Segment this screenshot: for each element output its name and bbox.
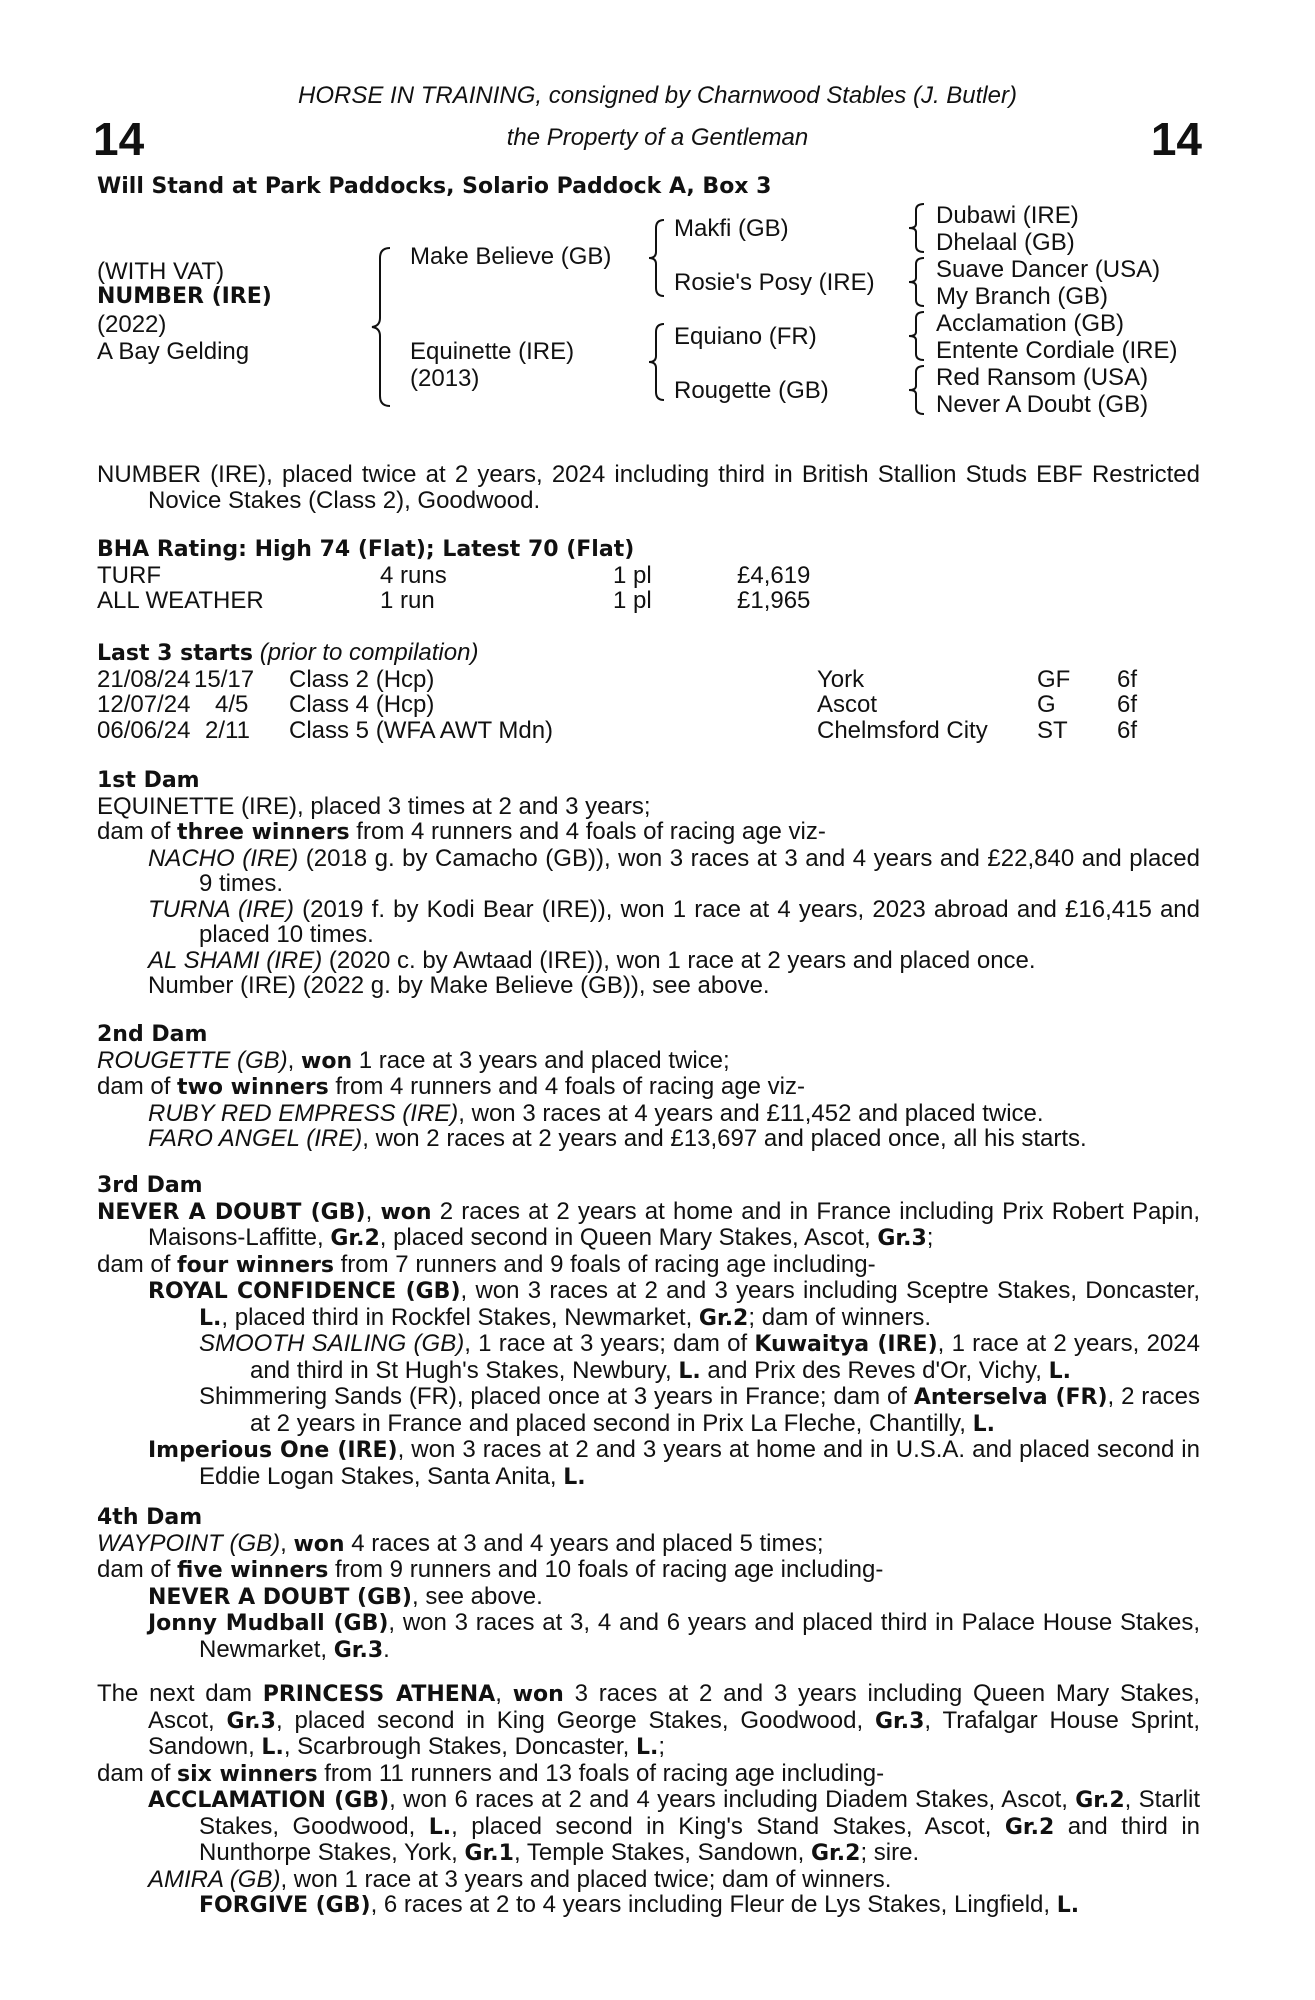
sire-name: Make Believe (GB)	[410, 243, 612, 270]
last-starts-section	[97, 640, 1200, 743]
rating-row-aw: ALL WEATHER 1 run 1 pl £1,965	[97, 587, 811, 614]
dam-sire: Equiano (FR)	[674, 323, 817, 350]
second-dam-section: 2nd Dam ROUGETTE (GB), won 1 race at 3 years and placed twice; dam of two winners from 4 runners and 4 foals of racing age viz- RUBY RED EMPRESS (IRE), won 3 races at 4 years and £11,452 and placed twice. FARO ANGEL (IRE), won 2 races at 2 years and £13,697 and placed once, all his starts.	[97, 1022, 1200, 1152]
pedigree-brace-ss	[906, 202, 928, 254]
start-row: 12/07/24 4/5 Class 4 (Hcp) Ascot G 6f	[97, 691, 1138, 718]
dam-name: Equinette (IRE)	[410, 338, 575, 365]
first-dam-title: 1st Dam	[97, 768, 200, 793]
fourth-dam-title: 4th Dam	[97, 1505, 203, 1530]
horse-year: (2022)	[97, 311, 167, 338]
consignor-line: HORSE IN TRAINING, consigned by Charnwood Stables (J. Butler)	[298, 82, 1017, 109]
sire-sire-dam: Dhelaal (GB)	[936, 229, 1075, 256]
rating-section	[97, 537, 1200, 614]
lot-number-right: 14	[1150, 113, 1202, 165]
pedigree-brace-dd	[906, 364, 928, 416]
next-dam-section: The next dam PRINCESS ATHENA, won 3 races at 2 and 3 years including Queen Mary Stakes, Ascot, Gr.3, placed second in King George Stakes, Goodwood, Gr.3, Trafalgar House Sprint, Sandown, L., Scarbrough Stakes, Doncaster, L.; dam of six winners from 11 runners and 13 foals of racing age including- ACCLAMATION (GB), won 6 races at 2 and 4 years including Diadem Stakes, Ascot, Gr.2, Starlit Stakes, Goodwood, L., placed second in King's Stand Stakes, Ascot, Gr.2 and third in Nunthorpe Stakes, York, Gr.1, Temple Stakes, Sandown, Gr.2; sire. AMIRA (GB), won 1 race at 3 years and placed twice; dam of winners. FORGIVE (GB), 6 races at 2 to 4 years including Fleur de Lys Stakes, Lingfield, L.	[97, 1680, 1201, 1918]
pedigree-brace-dam	[646, 322, 668, 402]
sire-dam-dam: My Branch (GB)	[936, 283, 1109, 310]
sire-dam-sire: Suave Dancer (USA)	[936, 256, 1161, 283]
dam-sire-dam: Entente Cordiale (IRE)	[936, 337, 1178, 364]
sire-dam: Rosie's Posy (IRE)	[674, 269, 875, 296]
dam-dam-dam: Never A Doubt (GB)	[936, 391, 1149, 418]
first-dam-section: 1st Dam EQUINETTE (IRE), placed 3 times at 2 and 3 years; dam of three winners from 4 runners and 4 foals of racing age viz- NACHO (IRE) (2018 g. by Camacho (GB)), won 3 races at 3 and 4 years and £22,840 and placed 9 times. TURNA (IRE) (2019 f. by Kodi Bear (IRE)), won 1 race at 4 years, 2023 abroad and £16,415 and placed 10 times. AL SHAMI (IRE) (2020 c. by Awtaad (IRE)), won 1 race at 2 years and placed once. Number (IRE) (2022 g. by Make Believe (GB)), see above.	[97, 768, 1201, 999]
dam-dam: Rougette (GB)	[674, 377, 829, 404]
horse-name: NUMBER (IRE)	[97, 284, 272, 309]
pedigree-brace-sd	[906, 256, 928, 308]
property-line: the Property of a Gentleman	[506, 124, 809, 151]
start-row: 21/08/24 15/17 Class 2 (Hcp) York GF 6f	[97, 665, 1138, 693]
pedigree-brace-main	[368, 246, 396, 408]
horse-summary: NUMBER (IRE), placed twice at 2 years, 2024 including third in British Stallion Studs EBF Restricted Novice Stakes (Class 2), Goodwood.	[97, 461, 1200, 514]
last-starts-title: Last 3 starts	[97, 641, 254, 666]
vat-label: (WITH VAT)	[97, 258, 225, 285]
pedigree-brace-sire	[646, 218, 668, 298]
sire-sire: Makfi (GB)	[674, 215, 789, 242]
dam-dam-sire: Red Ransom (USA)	[936, 364, 1149, 391]
third-dam-section: 3rd Dam NEVER A DOUBT (GB), won 2 races at 2 years at home and in France including Prix Robert Papin, Maisons-Laffitte, Gr.2, placed second in Queen Mary Stakes, Ascot, Gr.3; dam of four winners from 7 runners and 9 foals of racing age including- ROYAL CONFIDENCE (GB), won 3 races at 2 and 3 years including Sceptre Stakes, Doncaster, L., placed third in Rockfel Stakes, Newmarket, Gr.2; dam of winners. SMOOTH SAILING (GB), 1 race at 3 years; dam of Kuwaitya (IRE), 1 race at 2 years, 2024 and third in St Hugh's Stakes, Newbury, L. and Prix des Reves d'Or, Vichy, L. Shimmering Sands (FR), placed once at 3 years in France; dam of Anterselva (FR), 2 races at 2 years in France and placed second in Prix La Fleche, Chantilly, L. Imperious One (IRE), won 3 races at 2 and 3 years at home and in U.S.A. and placed second in Eddie Logan Stakes, Santa Anita, L.	[97, 1173, 1200, 1490]
last-starts-note: (prior to compilation)	[259, 639, 479, 666]
pedigree-brace-ds	[906, 310, 928, 362]
stand-location: Will Stand at Park Paddocks, Solario Paddock A, Box 3	[97, 174, 772, 199]
start-row: 06/06/24 2/11 Class 5 (WFA AWT Mdn) Chelmsford City ST 6f	[97, 716, 1138, 744]
sire-sire-sire: Dubawi (IRE)	[936, 202, 1079, 229]
rating-row-turf: TURF 4 runs 1 pl £4,619	[97, 561, 811, 589]
fourth-dam-section: 4th Dam WAYPOINT (GB), won 4 races at 3 and 4 years and placed 5 times; dam of five winners from 9 runners and 10 foals of racing age including- NEVER A DOUBT (GB), see above. Jonny Mudball (GB), won 3 races at 3, 4 and 6 years and placed third in Palace House Stakes, Newmarket, Gr.3.	[97, 1505, 1200, 1663]
rating-title: BHA Rating: High 74 (Flat); Latest 70 (Flat)	[97, 537, 635, 562]
dam-year: (2013)	[410, 365, 480, 392]
horse-description: A Bay Gelding	[97, 338, 250, 365]
lot-number-left: 14	[93, 113, 145, 165]
second-dam-title: 2nd Dam	[97, 1022, 208, 1047]
third-dam-title: 3rd Dam	[97, 1173, 203, 1198]
dam-sire-sire: Acclamation (GB)	[936, 310, 1125, 337]
